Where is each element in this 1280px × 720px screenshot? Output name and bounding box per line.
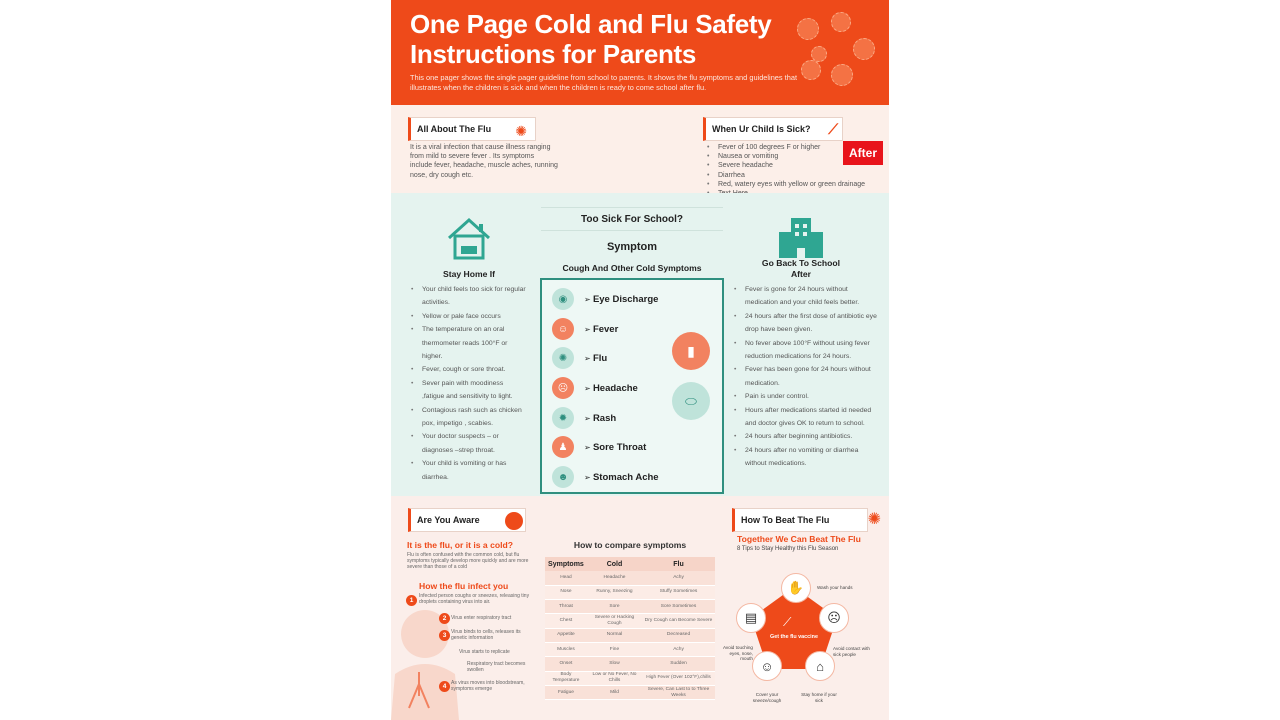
step-text: Virus enter respiratory tract — [451, 615, 512, 621]
list-item: • Diarrhea — [704, 171, 884, 180]
symptom-label: ➢ Fever — [584, 324, 618, 335]
stomach-icon: ☻ — [552, 466, 574, 488]
compare-title: How to compare symptoms — [573, 540, 687, 550]
child-sick-title — [703, 117, 843, 141]
symptom-label: ➢ Sore Throat — [584, 442, 646, 453]
aware-question: It is the flu, or it is a cold? — [407, 540, 513, 550]
table-row — [545, 685, 715, 699]
tip-label: Avoid touching eyes, nose, mouth — [722, 645, 753, 661]
tissue-box-icon: ▤ — [736, 603, 766, 633]
symptom-label: ➢ Headache — [584, 383, 638, 394]
step-number: 3 — [439, 630, 450, 641]
beat-flu-sub: 8 Tips to Stay Healthy this Flu Season — [737, 546, 839, 552]
list-item: • Fever, cough or sore throat. — [408, 363, 526, 376]
wash-hands-icon: ✋ — [781, 573, 811, 603]
pill-icon: ⬭ — [672, 382, 710, 420]
list-item: • Hours after medications started id needed and doctor gives OK to return to school. — [731, 404, 877, 431]
back-school-list — [731, 283, 877, 471]
table-cell: Body Temperature — [545, 671, 587, 685]
stay-home-bed-icon: ⌂ — [805, 651, 835, 681]
school-building-icon — [777, 216, 825, 258]
about-flu-text: It is a viral infection that cause illness ranging from mild to severe fever . Its symptoms include fever, headache, muscle aches, running nose, dry cough etc. — [410, 144, 558, 179]
after-badge: After — [843, 141, 883, 165]
child-silhouette-icon — [391, 608, 471, 720]
beat-flu-headline: Together We Can Beat The Flu — [737, 534, 861, 544]
table-header: Cold — [587, 557, 642, 571]
step-text: Respiratory tract becomes swollen — [467, 661, 526, 673]
child-sick-title-text: When Ur Child Is Sick? — [712, 124, 811, 134]
table-cell: Normal — [587, 628, 642, 642]
table-cell: Mild — [587, 685, 642, 699]
virus-decoration-icon — [831, 12, 851, 32]
list-item: • Severe headache — [704, 161, 884, 170]
table-row — [545, 642, 715, 656]
table-cell: Fatigue — [545, 685, 587, 699]
virus-decoration-icon — [797, 18, 819, 40]
virus-icon: ✺ — [867, 511, 881, 528]
table-cell: Nose — [545, 585, 587, 599]
aware-title-text: Are You Aware — [417, 515, 480, 525]
avoid-contact-icon: ☹ — [819, 603, 849, 633]
table-cell: Throat — [545, 600, 587, 614]
symptom-row — [552, 288, 658, 310]
table-cell: Decreased — [642, 628, 715, 642]
table-row — [545, 600, 715, 614]
symptom-list-box — [540, 278, 724, 494]
step-text: Virus binds to cells, releases its genetic information — [451, 629, 521, 641]
list-item: • Your child feels too sick for regular activities. — [408, 283, 526, 310]
step-number: 2 — [439, 613, 450, 624]
table-cell: Head — [545, 571, 587, 585]
list-item: • Nausea or vomiting — [704, 152, 884, 161]
table-cell: Achy — [642, 642, 715, 656]
syringe-icon: ⟋ — [783, 615, 792, 629]
about-flu-title — [408, 117, 536, 141]
too-sick-banner — [541, 207, 723, 231]
table-header: Flu — [642, 557, 715, 571]
list-item: • Fever is gone for 24 hours without medication and your child feels better. — [731, 283, 877, 310]
fever-icon: ☺ — [552, 318, 574, 340]
symptom-row — [552, 407, 616, 429]
aware-text: Flu is often confused with the common cold, but flu symptoms typically develop more quickly and are more severe than those of a cold — [407, 552, 529, 570]
virus-icon: ✺ — [552, 347, 574, 369]
stay-home-title: Stay Home If — [442, 269, 496, 279]
table-row — [545, 671, 715, 685]
table-cell: Achy — [642, 571, 715, 585]
medicine-bottle-icon: ▮ — [672, 332, 710, 370]
symptom-label: ➢ Stomach Ache — [584, 472, 659, 483]
table-row — [545, 614, 715, 628]
symptom-label: ➢ Eye Discharge — [584, 294, 658, 305]
table-cell: High Fever (Over 102°F),chills — [642, 671, 715, 685]
table-cell: Sore — [587, 600, 642, 614]
symptom-subtitle: Cough And Other Cold Symptoms — [562, 263, 702, 273]
table-row — [545, 628, 715, 642]
symptom-row — [552, 347, 607, 369]
symptom-title: Symptom — [606, 241, 658, 253]
table-cell: Sore Sometimes — [642, 600, 715, 614]
list-item: • 24 hours after the first dose of antibiotic eye drop have been given. — [731, 310, 877, 337]
head-icon — [505, 512, 523, 530]
too-sick-section — [391, 193, 889, 496]
table-cell: Runny, Sneezing — [587, 585, 642, 599]
virus-decoration-icon — [801, 60, 821, 80]
list-item: • Contagious rash such as chicken pox, impetigo , scabies. — [408, 404, 526, 431]
list-item: • Yellow or pale face occurs — [408, 310, 526, 323]
virus-icon: ✺ — [515, 123, 527, 139]
symptom-row — [552, 466, 659, 488]
back-school-title: Go Back To School After — [761, 258, 841, 279]
too-sick-banner-text: Too Sick For School? — [580, 214, 684, 225]
list-item: • Red, watery eyes with yellow or green drainage — [704, 180, 884, 189]
table-header-row — [545, 557, 715, 571]
list-item: • Your doctor suspects – or diagnoses –strep throat. — [408, 430, 526, 457]
aware-title — [408, 508, 526, 532]
table-cell: Muscles — [545, 642, 587, 656]
tip-label: Cover your sneeze/cough — [752, 692, 782, 703]
step-number: 1 — [406, 595, 417, 606]
header-banner — [391, 0, 889, 105]
table-cell: Sudden — [642, 657, 715, 671]
list-item: • Your child is vomiting or has diarrhea. — [408, 457, 526, 484]
table-cell: Appetite — [545, 628, 587, 642]
table-row — [545, 585, 715, 599]
list-item: • Pain is under control. — [731, 390, 877, 403]
table-cell: Severe, Can Last to to Three Weeks — [642, 685, 715, 699]
table-header: Symptoms — [545, 557, 587, 571]
list-item: • Fever of 100 degrees F or higher — [704, 143, 884, 152]
table-row — [545, 571, 715, 585]
infographic-page — [391, 0, 889, 720]
page-title: One Page Cold and Flu Safety Instructions for Parents — [410, 9, 772, 69]
tip-label: Wash your hands — [817, 585, 853, 590]
symptom-row — [552, 377, 638, 399]
eye-icon: ◉ — [552, 288, 574, 310]
list-item: • Sever pain with moodiness ,fatigue and sensitivity to light. — [408, 377, 526, 404]
table-cell: Onset — [545, 657, 587, 671]
list-item: • No fever above 100°F without using fever reduction medications for 24 hours. — [731, 337, 877, 364]
table-cell: Stuffy Sometimes — [642, 585, 715, 599]
tip-label: Stay home if your sick — [801, 692, 837, 703]
about-flu-title-text: All About The Flu — [417, 124, 492, 134]
tip-label: Avoid contact with sick people — [833, 646, 870, 657]
intro-section — [391, 105, 889, 193]
rash-icon: ✹ — [552, 407, 574, 429]
step-number: 4 — [439, 681, 450, 692]
list-item: • 24 hours after no vomiting or diarrhea without medications. — [731, 444, 877, 471]
list-item: • Fever has been gone for 24 hours without medication. — [731, 363, 877, 390]
house-icon — [445, 216, 493, 262]
table-cell: Headache — [587, 571, 642, 585]
symptom-row — [552, 436, 646, 458]
table-cell: Fine — [587, 642, 642, 656]
compare-table — [545, 557, 715, 700]
table-row — [545, 657, 715, 671]
stay-home-list — [408, 283, 526, 484]
list-item: • The temperature on an oral thermometer reads 100°F or higher. — [408, 323, 526, 363]
table-cell: Slow — [587, 657, 642, 671]
thermometer-icon: ⟋ — [828, 121, 838, 137]
list-item: • 24 hours after beginning antibiotics. — [731, 430, 877, 443]
sore-throat-icon: ♟ — [552, 436, 574, 458]
virus-decoration-icon — [831, 64, 853, 86]
table-cell: Dry Cough can Become Severe — [642, 614, 715, 628]
page-subtitle: This one pager shows the single pager guideline from school to parents. It shows the flu symptoms and guidelines that illustrates when the children is sick and when the children is ready to come school after flu. — [410, 73, 797, 92]
step-text: As virus moves into bloodstream, symptoms emerge — [451, 680, 525, 692]
table-cell: Chest — [545, 614, 587, 628]
bottom-section — [391, 496, 889, 720]
step-text: Virus starts to replicate — [459, 649, 510, 655]
cover-sneeze-icon: ☺ — [752, 651, 782, 681]
table-cell: Low or No Fever, No Chills — [587, 671, 642, 685]
step-text: Infected person coughs or sneezes, releasing tiny droplets containing virus into air. — [419, 593, 530, 605]
beat-flu-title — [732, 508, 881, 532]
infect-title: How the flu infect you — [419, 581, 509, 591]
headache-icon: ☹ — [552, 377, 574, 399]
virus-decoration-icon — [853, 38, 875, 60]
symptom-row — [552, 318, 618, 340]
beat-flu-title-text: How To Beat The Flu — [741, 515, 830, 525]
table-cell: Severe or Hacking Cough — [587, 614, 642, 628]
vaccine-center-label: Get the flu vaccine — [770, 634, 818, 640]
symptom-label: ➢ Flu — [584, 353, 607, 364]
symptom-label: ➢ Rash — [584, 413, 616, 424]
